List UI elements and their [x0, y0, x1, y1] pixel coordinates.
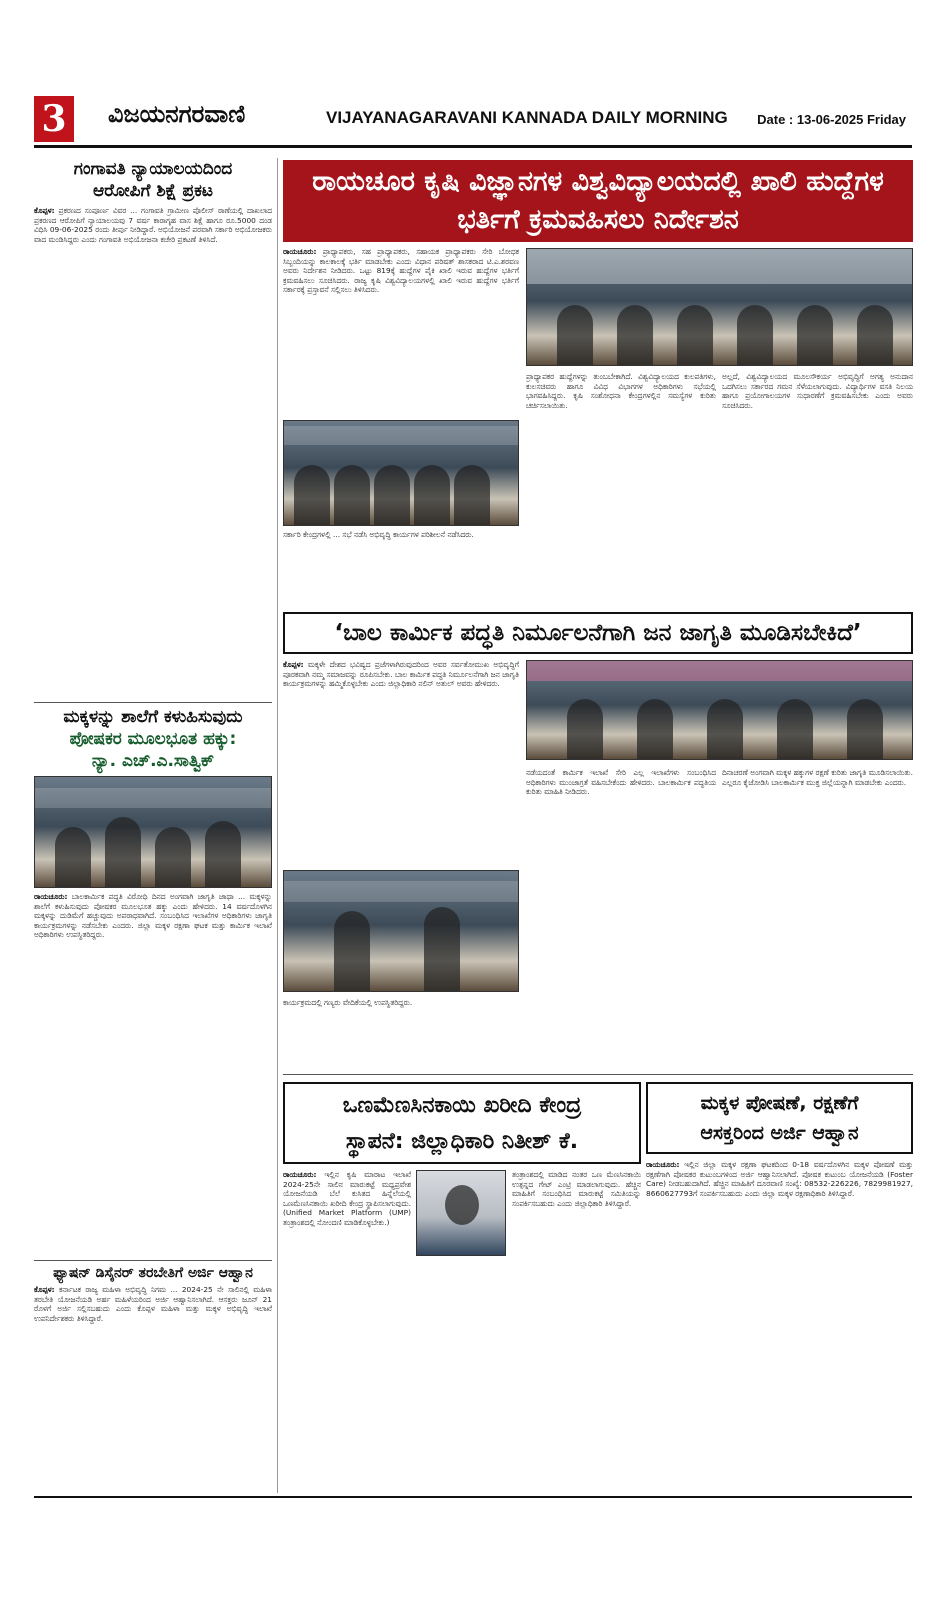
headline-line-2: ಸ್ಥಾಪನೆ: ಜಿಲ್ಲಾಧಿಕಾರಿ ನಿತೀಶ್ ಕೆ. — [345, 1129, 579, 1154]
child-labour-headline: ‘ಬಾಲ ಕಾರ್ಮಿಕ ಪದ್ಧತಿ ನಿರ್ಮೂಲನೆಗಾಗಿ ಜನ ಜಾಗೃತಿ ಮೂಡಿಸಬೇಕಿದೆ’ — [283, 612, 913, 654]
body-text: ಪ್ರಾಧ್ಯಾಪಕರು, ಸಹ ಪ್ರಾಧ್ಯಾಪಕರು, ಸಹಾಯಕ ಪ್ರಾಧ್ಯಾಪಕರು ಸೇರಿ ಬೋಧಕ ಸಿಬ್ಬಂದಿಯನ್ನು ಕಾಲಕಾಲಕ್ಕೆ ಭರ್ತಿ ಮಾಡಬೇಕು ಎಂದು ವಿಧಾನ ಪರಿಷತ್ ಶಾಸಕರಾದ ಟಿ.ಎ.ಶರವಣ ಅವರು ನಿರ್ದೇಶನ ನೀಡಿದರು. ಒಟ್ಟು 819ಕ್ಕೆ ಹುದ್ದೆಗಳ ಪೈಕಿ ಖಾಲಿ ಇರುವ ಹುದ್ದೆಗಳ ಭರ್ತಿಗೆ ಕ್ರಮವಹಿಸಲು ಸೂಚಿಸಿದರು. ರಾಜ್ಯ ಕೃಷಿ ವಿಶ್ವವಿದ್ಯಾಲಯಗಳಲ್ಲಿ ಖಾಲಿ ಇರುವ ಹುದ್ದೆಗಳ ಭರ್ತಿಗೆ ಸರ್ಕಾರಕ್ಕೆ ಪ್ರಸ್ತಾವನೆ ಸಲ್ಲಿಸಲು ತಿಳಿಸಿದರು. — [283, 247, 519, 295]
lead-body-1 — [283, 247, 519, 415]
headline-line-1: ಮಕ್ಕಳ ಪೋಷಣೆ, ರಕ್ಷಣೆಗೆ — [700, 1092, 859, 1114]
divider — [283, 1074, 913, 1075]
divider — [34, 1260, 272, 1261]
lead-body-3: ಅಲ್ಲದೆ, ವಿಶ್ವವಿದ್ಯಾಲಯದ ಮೂಲಸೌಕರ್ಯ ಅಭಿವೃದ್ಧಿಗೆ ಅಗತ್ಯ ಅನುದಾನ ಒದಗಿಸಲು ಸರ್ಕಾರದ ಗಮನ ಸೆಳೆಯಲಾಗುವುದು. ವಿದ್ಯಾರ್ಥಿಗಳ ವಸತಿ ನಿಲಯ ಹಾಗೂ ಪ್ರಯೋಗಾಲಯಗಳ ಸುಧಾರಣೆಗೆ ಕ್ರಮವಹಿಸಬೇಕು ಎಂದು ಅವರು ಸೂಚಿಸಿದರು. — [722, 372, 913, 410]
headline-3: ನ್ಯಾ. ಎಚ್.ಎ.ಸಾತ್ವಿಕ್ — [91, 751, 215, 771]
headline-2: ಆರೋಪಿಗೆ ಶಿಕ್ಷೆ ಪ್ರಕಟ — [93, 181, 213, 201]
headline: ಫ್ಯಾಷನ್ ಡಿಸೈನರ್ ತರಬೇತಿಗೆ ಅರ್ಜಿ ಆಹ್ವಾನ — [53, 1265, 253, 1281]
body-text: ಇಲ್ಲಿನ ಕೃಷಿ ಮಾರಾಟ ಇಲಾಖೆ 2024-25ನೇ ಸಾಲಿನ ಮಾರುಕಟ್ಟೆ ಮಧ್ಯಪ್ರವೇಶ ಯೋಜನೆಯಡಿ ಬೆಲೆ ಕುಸಿತದ ಹಿನ್ನೆಲೆಯಲ್ಲಿ ಒಣಮೆಣಸಿನಕಾಯಿ ಖರೀದಿ ಕೇಂದ್ರ ಸ್ಥಾಪಿಸಲಾಗುವುದು. (Unified Market Platform (UMP) ತಂತ್ರಾಂಶದಲ್ಲಿ ನೋಂದಣಿ ಮಾಡಿಕೊಳ್ಳಬೇಕು.) — [283, 1170, 411, 1227]
dateline: ಕೊಪ್ಪಳ: — [283, 660, 304, 669]
dateline: ರಾಯಚೂರು: — [646, 1160, 680, 1169]
column-divider — [277, 158, 278, 1493]
event-stage-photo — [526, 660, 913, 760]
body-text: ಇಲ್ಲಿನ ಜಿಲ್ಲಾ ಮಕ್ಕಳ ರಕ್ಷಣಾ ಘಟಕದಿಂದ 0-18 ವರ್ಷದೊಳಗಿನ ಮಕ್ಕಳ ಪೋಷಣೆ ಮತ್ತು ರಕ್ಷಣೆಗಾಗಿ ಪೋಷಕರ ಕುಟುಂಬಗಳಿಂದ ಅರ್ಜಿ ಆಹ್ವಾನಿಸಲಾಗಿದೆ. ಪೋಷಕ ಕುಟುಂಬ ಯೋಜನೆಯಡಿ (Foster Care) ನೀಡಬಹುದಾಗಿದೆ. ಹೆಚ್ಚಿನ ಮಾಹಿತಿಗೆ ದೂರವಾಣಿ ಸಂಖ್ಯೆ: 08532-226226, 7829981927, 8660627793ಗೆ ಸಂಪರ್ಕಿಸಬಹುದು ಎಂದು ಜಿಲ್ಲಾ ಮಕ್ಕಳ ರಕ್ಷಣಾಧಿಕಾರಿ ತಿಳಿಸಿದ್ದಾರೆ. — [646, 1160, 913, 1198]
headline-line-1: ಒಣಮೆಣಸಿನಕಾಯಿ ಖರೀದಿ ಕೇಂದ್ರ — [342, 1093, 582, 1118]
foster-care-headline — [646, 1082, 913, 1154]
body-text: ಬಾಲಕಾರ್ಮಿಕ ಪದ್ಧತಿ ವಿರೋಧಿ ದಿನದ ಅಂಗವಾಗಿ ಜಾಗೃತಿ ಜಾಥಾ ... ಮಕ್ಕಳನ್ನು ಶಾಲೆಗೆ ಕಳುಹಿಸುವುದು ಪೋಷಕರ ಮೂಲಭೂತ ಹಕ್ಕು ಎಂದು ಹೇಳಿದರು. 14 ವರ್ಷದೊಳಗಿನ ಮಕ್ಕಳನ್ನು ದುಡಿಮೆಗೆ ಹಚ್ಚುವುದು ಅಪರಾಧವಾಗಿದೆ. ಸಂಬಂಧಿಸಿದ ಇಲಾಖೆಗಳ ಅಧಿಕಾರಿಗಳು ಜಾಗೃತಿ ಕಾರ್ಯಕ್ರಮಗಳನ್ನು ನಡೆಸಬೇಕು ಎಂದರು. ಜಿಲ್ಲಾ ಮಕ್ಕಳ ರಕ್ಷಣಾ ಘಟಕ ಮತ್ತು ಕಾರ್ಮಿಕ ಇಲಾಖೆ ಅಧಿಕಾರಿಗಳು ಉಪಸ್ಥಿತರಿದ್ದರು. — [34, 892, 272, 940]
page-bottom-rule — [34, 1496, 912, 1498]
child-labour-body-1 — [283, 660, 519, 828]
brand-english: VIJAYANAGARAVANI KANNADA DAILY MORNING — [326, 108, 728, 127]
collector-portrait — [416, 1170, 506, 1256]
lead-headline: ರಾಯಚೂರ ಕೃಷಿ ವಿಜ್ಞಾನಗಳ ವಿಶ್ವವಿದ್ಯಾಲಯದಲ್ಲಿ ಖಾಲಿ ಹುದ್ದೆಗಳ ಭರ್ತಿಗೆ ಕ್ರಮವಹಿಸಲು ನಿರ್ದೇಶನ — [283, 160, 913, 242]
headline: ಗಂಗಾವತಿ ನ್ಯಾಯಾಲಯದಿಂದ — [73, 159, 233, 179]
body-text: ಮಕ್ಕಳೇ ದೇಶದ ಭವಿಷ್ಯದ ಪ್ರಜೆಗಳಾಗಿರುವುದರಿಂದ ಅವರ ಸರ್ವತೋಮುಖ ಅಭಿವೃದ್ಧಿಗೆ ಪೂರಕವಾಗಿ ನಮ್ಮ ಸಮಾಜವನ್ನು ರೂಪಿಸಬೇಕು. ಬಾಲ ಕಾರ್ಮಿಕ ಪದ್ಧತಿ ನಿರ್ಮೂಲನೆಗಾಗಿ ಜನ ಜಾಗೃತಿ ಕಾರ್ಯಕ್ರಮಗಳನ್ನು ಹಮ್ಮಿಕೊಳ್ಳಬೇಕು ಎಂದು ಜಿಲ್ಲಾಧಿಕಾರಿ ನಲಿನ್ ಅತುಲ್ ಅವರು ಹೇಳಿದರು. — [283, 660, 519, 689]
dry-chilli-body-2: ತಂತ್ರಾಂಶದಲ್ಲಿ ಮಾಡಿದ ನಂತರ ಒಣ ಮೆಣಸಿನಕಾಯಿ ಉತ್ಪನ್ನದ ಗೇಟ್ ಎಂಟ್ರಿ ಮಾಡಲಾಗುವುದು. ಹೆಚ್ಚಿನ ಮಾಹಿತಿಗೆ ಸಂಬಂಧಿಸಿದ ಮಾರುಕಟ್ಟೆ ಸಮಿತಿಯನ್ನು ಸಂಪರ್ಕಿಸಬಹುದು ಎಂದು ಜಿಲ್ಲಾಧಿಕಾರಿ ತಿಳಿಸಿದ್ದಾರೆ. — [512, 1170, 641, 1208]
lead-photo-caption: ಸರ್ಕಾರಿ ಕೇಂದ್ರಗಳಲ್ಲಿ ... ಸಭೆ ನಡೆಸಿ ಅಭಿವೃದ್ಧಿ ಕಾರ್ಯಗಳ ಪರಿಶೀಲನೆ ನಡೆಸಿದರು. — [283, 530, 474, 539]
dateline: ಕೊಪ್ಪಳ: — [34, 206, 55, 215]
divider — [34, 702, 272, 703]
child-labour-body-3: ದಿನಾಚರಣೆ ಅಂಗವಾಗಿ ಮಕ್ಕಳ ಹಕ್ಕುಗಳ ರಕ್ಷಣೆ ಕುರಿತು ಜಾಗೃತಿ ಮೂಡಿಸಲಾಯಿತು. ಎಲ್ಲರೂ ಕೈಜೋಡಿಸಿ ಬಾಲಕಾರ್ಮಿಕ ಮುಕ್ತ ಜಿಲ್ಲೆಯನ್ನಾಗಿ ಮಾಡಬೇಕು ಎಂದರು. — [722, 768, 913, 787]
story-fashion-training — [34, 1264, 272, 1490]
headline-2: ಪೋಷಕರ ಮೂಲಭೂತ ಹಕ್ಕು: — [69, 729, 237, 749]
story-body — [34, 206, 272, 244]
story-school-rights — [34, 706, 272, 1206]
headline: ಮಕ್ಕಳನ್ನು ಶಾಲೆಗೆ ಕಳುಹಿಸುವುದು — [63, 707, 243, 727]
dry-chilli-body-1 — [283, 1170, 411, 1490]
story-body — [34, 1285, 272, 1323]
masthead — [34, 96, 912, 148]
brand-kannada: ವಿಜಯನಗರವಾಣಿ — [108, 100, 246, 128]
award-photo — [283, 870, 519, 992]
dateline: ರಾಯಚೂರು: — [283, 1170, 317, 1179]
group-photo — [283, 420, 519, 526]
story-body — [34, 892, 272, 940]
dateline: ಕೊಪ್ಪಳ: — [34, 1285, 55, 1294]
child-labour-photo-caption: ಕಾರ್ಯಕ್ರಮದಲ್ಲಿ ಗಣ್ಯರು ವೇದಿಕೆಯಲ್ಲಿ ಉಪಸ್ಥಿತರಿದ್ದರು. — [283, 998, 413, 1007]
body-text: ಕರ್ನಾಟಕ ರಾಜ್ಯ ಮಹಿಳಾ ಅಭಿವೃದ್ಧಿ ನಿಗಮ ... 2024-25 ನೇ ಸಾಲಿನಲ್ಲಿ ಮಹಿಳಾ ತರಬೇತಿ ಯೋಜನೆಯಡಿ ಅರ್ಹ ಮಹಿಳೆಯರಿಂದ ಅರ್ಜಿ ಆಹ್ವಾನಿಸಲಾಗಿದೆ. ಆಸಕ್ತರು ಜೂನ್ 21 ರೊಳಗೆ ಅರ್ಜಿ ಸಲ್ಲಿಸಬಹುದು ಎಂದು ಕೊಪ್ಪಳ ಮಹಿಳಾ ಮತ್ತು ಮಕ್ಕಳ ಅಭಿವೃದ್ಧಿ ಇಲಾಖೆ ಉಪನಿರ್ದೇಶಕರು ತಿಳಿಸಿದ್ದಾರೆ. — [34, 1285, 272, 1323]
rally-photo — [34, 776, 272, 888]
headline-line-2: ಆಸಕ್ತರಿಂದ ಅರ್ಜಿ ಆಹ್ವಾನ — [700, 1122, 859, 1144]
issue-date: Date : 13-06-2025 Friday — [757, 112, 906, 127]
foster-care-body — [646, 1160, 913, 1490]
body-text: ಪ್ರಕರಣದ ಸಂಪೂರ್ಣ ವಿವರ ... ಗಂಗಾವತಿ ಗ್ರಾಮೀಣ ಪೊಲೀಸ್ ಠಾಣೆಯಲ್ಲಿ ದಾಖಲಾದ ಪ್ರಕರಣದ ಆರೋಪಿಗೆ ನ್ಯಾಯಾಲಯವು 7 ವರ್ಷ ಕಾರಾಗೃಹ ವಾಸ ಶಿಕ್ಷೆ ಹಾಗೂ ರೂ.5000 ದಂಡ ವಿಧಿಸಿ 09-06-2025 ರಂದು ತೀರ್ಪು ನೀಡಿದ್ದಾರೆ. ಅಭಿಯೋಜನೆ ಪರವಾಗಿ ಸರ್ಕಾರಿ ಅಭಿಯೋಜಕರು ವಾದ ಮಂಡಿಸಿದ್ದರು ಎಂದು ಗಂಗಾವತಿ ಅಭಿಯೋಜನಾ ಕಚೇರಿ ಪ್ರಕಟಣೆ ತಿಳಿಸಿದೆ. — [34, 206, 272, 244]
meeting-photo — [526, 248, 913, 366]
lead-body-2: ಪ್ರಾಧ್ಯಾಪಕರ ಹುದ್ದೆಗಳನ್ನು ತುಂಬಬೇಕಾಗಿದೆ. ವಿಶ್ವವಿದ್ಯಾಲಯದ ಕುಲಪತಿಗಳು, ಕುಲಸಚಿವರು ಹಾಗೂ ವಿವಿಧ ವಿಭಾಗಗಳ ಅಧಿಕಾರಿಗಳು ಸಭೆಯಲ್ಲಿ ಭಾಗವಹಿಸಿದ್ದರು. ಕೃಷಿ ಸಂಶೋಧನಾ ಕೇಂದ್ರಗಳಲ್ಲಿನ ಸಮಸ್ಯೆಗಳ ಕುರಿತು ಚರ್ಚಿಸಲಾಯಿತು. — [526, 372, 716, 410]
story-court-verdict — [34, 158, 272, 698]
dateline: ರಾಯಚೂರು: — [283, 247, 317, 256]
dateline: ರಾಯಚೂರು: — [34, 892, 68, 901]
child-labour-body-2: ನಡೆಯದಂತೆ ಕಾರ್ಮಿಕ ಇಲಾಖೆ ಸೇರಿ ಎಲ್ಲ ಇಲಾಖೆಗಳು ಸಂಬಂಧಿಸಿದ ಅಧಿಕಾರಿಗಳು ಮುಂಜಾಗ್ರತೆ ವಹಿಸಬೇಕೆಂದು ಹೇಳಿದರು. ಬಾಲಕಾರ್ಮಿಕ ಪದ್ಧತಿಯ ಕುರಿತು ಮಾಹಿತಿ ನೀಡಿದರು. — [526, 768, 716, 797]
page-number: 3 — [34, 96, 74, 142]
dry-chilli-headline — [283, 1082, 641, 1164]
